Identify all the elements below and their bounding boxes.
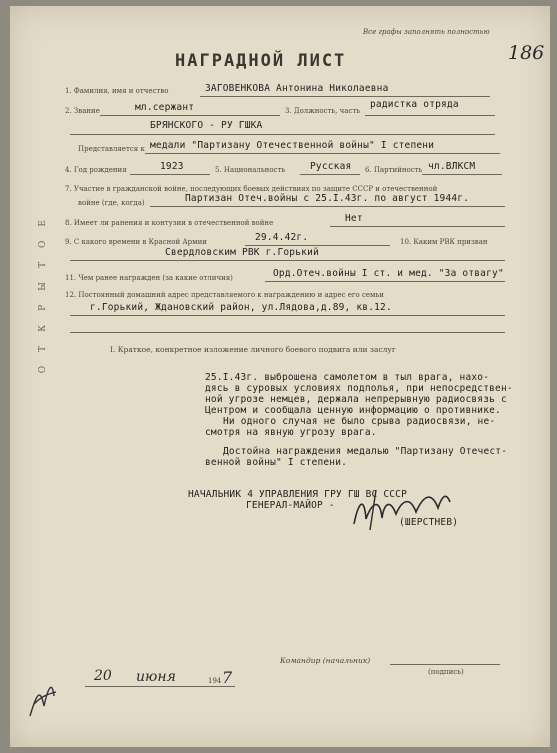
footer-year-prefix: 194	[208, 677, 222, 685]
signature-rank: ГЕНЕРАЛ-МАЙОР -	[246, 500, 335, 511]
signature-caption: (подпись)	[428, 668, 464, 676]
value-name: ЗАГОВЕНКОВА Антонина Николаевна	[205, 83, 389, 94]
label-wounds: 8. Имеет ли ранения и контузии в отечественной войне	[65, 219, 274, 227]
feat-line: ной угрозе немцев, держала непрерывную радиосвязь с	[205, 394, 507, 405]
label-address: 12. Постоянный домашний адрес представляемого к награждению и адрес его семьи	[65, 291, 384, 299]
signature-name: (ШЕРСТНЕВ)	[399, 517, 459, 528]
footer-day: 20	[94, 668, 112, 684]
margin-handwriting	[22, 666, 62, 726]
feat-description	[205, 372, 513, 438]
handwritten-signature	[346, 484, 459, 539]
label-birth-year: 4. Год рождения	[65, 166, 127, 174]
feat-line: смотря на явную угрозу врага.	[205, 427, 377, 438]
conclusion	[205, 446, 507, 468]
label-presented: Представляется к	[78, 145, 145, 153]
value-nationality: Русская	[310, 161, 352, 172]
feat-line: дясь в суровых условиях подполья, при непосредствен-	[205, 383, 513, 394]
feat-line: 25.I.43г. выброшена самолетом в тыл врага, нахо-	[205, 372, 490, 383]
label-nationality: 5. Национальность	[215, 166, 286, 174]
label-previous-awards: 11. Чем ранее награжден (за какие отличия)	[65, 274, 233, 282]
conclusion-line: Достойна награждения медалью "Партизану Отечест-	[223, 446, 508, 457]
value-rvk: Свердловским РВК г.Горький	[165, 247, 319, 258]
page-number: 186	[508, 42, 545, 64]
value-rank: мл.сержант	[135, 102, 195, 113]
conclusion-line: венной войны" I степени.	[205, 457, 348, 468]
label-rvk: 10. Каким РВК призван	[400, 238, 488, 246]
section-title: I. Краткое, конкретное изложение личного боевого подвига или заслуг	[110, 345, 396, 354]
label-name: 1. Фамилия, имя и отчество	[65, 87, 169, 95]
document-title: НАГРАДНОЙ ЛИСТ	[175, 51, 347, 71]
label-position: 3. Должность, часть	[285, 107, 361, 115]
feat-line: Центром и сообщала ценную информацию о противнике.	[205, 405, 501, 416]
value-war-participation: Партизан Отеч.войны с 25.I.43г. по август 1944г.	[185, 193, 470, 204]
label-army-since: 9. С какого времени в Красной Армии	[65, 238, 207, 246]
footer-year-suffix: 7	[222, 668, 233, 687]
label-where-when: войне (где, когда)	[78, 199, 145, 207]
value-birth-year: 1923	[160, 161, 184, 172]
fill-all-note: Все графы заполнять полностью	[363, 28, 490, 36]
label-party: 6. Партийность	[365, 166, 423, 174]
value-unit: БРЯНСКОГО - РУ ГШКА	[150, 120, 263, 131]
commander-label: Командир (начальник)	[280, 656, 371, 665]
label-rank: 2. Звание	[65, 107, 100, 115]
value-previous-awards: Орд.Отеч.войны I ст. и мед. "За отвагу"	[273, 268, 504, 279]
feat-line: Ни одного случая не было срыва радиосвязи, не-	[223, 416, 496, 427]
award-sheet	[10, 6, 550, 747]
side-stamp-text: ОТКРЫТОЕ	[38, 206, 48, 374]
value-award: медали "Партизану Отечественной войны" I степени	[150, 140, 435, 151]
value-position: радистка отряда	[370, 99, 459, 110]
footer-month: июня	[136, 669, 176, 685]
value-party: чл.ВЛКСМ	[428, 161, 476, 172]
value-address: г.Горький, Ждановский район, ул.Лядова,д.89, кв.12.	[90, 302, 392, 313]
value-army-since: 29.4.42г.	[255, 232, 309, 243]
signature-title: НАЧАЛЬНИК 4 УПРАВЛЕНИЯ ГРУ ГШ ВС СССР	[188, 489, 408, 500]
value-wounds: Нет	[345, 213, 363, 224]
label-war-participation: 7. Участие в гражданской войне, последующих боевых действиях по защите СССР и отечественной	[65, 185, 438, 193]
